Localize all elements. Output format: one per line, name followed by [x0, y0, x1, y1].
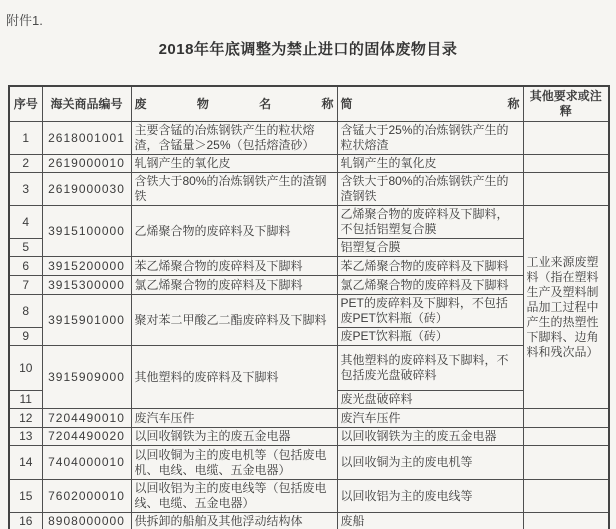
cell-index: 8: [9, 295, 42, 328]
cell-index: 4: [9, 206, 42, 239]
cell-waste-name: 氯乙烯聚合物的废碎料及下脚料: [131, 276, 337, 295]
table-row: [9, 295, 609, 328]
cell-hs-code: 3915909000: [42, 346, 131, 409]
cell-short-name: 废光盘破碎料: [337, 391, 523, 409]
table-row: [9, 276, 609, 295]
cell-note: [523, 173, 609, 206]
cell-index: 1: [9, 122, 42, 155]
waste-catalog-table: [8, 85, 610, 529]
cell-hs-code: 7602000010: [42, 480, 131, 513]
cell-waste-name: 聚对苯二甲酸乙二酯废碎料及下脚料: [131, 295, 337, 346]
cell-note: [523, 513, 609, 529]
header-row: [9, 86, 609, 122]
cell-short-name: 含铁大于80%的冶炼钢铁产生的渣钢铁: [337, 173, 523, 206]
page-title: 2018年年底调整为禁止进口的固体废物目录: [158, 41, 458, 58]
cell-short-name: 废船: [337, 513, 523, 529]
cell-short-name: 以回收铝为主的废电线等: [337, 480, 523, 513]
table-row: [9, 173, 609, 206]
cell-index: 15: [9, 480, 42, 513]
cell-note-industrial-plastic: 工业来源废塑料（指在塑料生产及塑料制品加工过程中产生的热塑性下脚料、边角料和残次品）: [523, 206, 609, 409]
cell-hs-code: 3915300000: [42, 276, 131, 295]
cell-hs-code: 7204490020: [42, 428, 131, 446]
cell-short-name: 废汽车压件: [337, 409, 523, 428]
cell-index: 12: [9, 409, 42, 428]
cell-short-name: 含锰大于25%的冶炼钢铁产生的粒状熔渣: [337, 122, 523, 155]
table-row: [9, 122, 609, 155]
cell-waste-name: 以回收铝为主的废电线等（包括废电线、电缆、五金电器）: [131, 480, 337, 513]
table-row: [9, 409, 609, 428]
cell-hs-code: 3915200000: [42, 257, 131, 276]
table-row: [9, 513, 609, 529]
table-row: [9, 257, 609, 276]
cell-waste-name: 轧钢产生的氧化皮: [131, 155, 337, 173]
cell-index: 2: [9, 155, 42, 173]
cell-short-name: 以回收钢铁为主的废五金电器: [337, 428, 523, 446]
cell-hs-code: 3915100000: [42, 206, 131, 257]
cell-index: 14: [9, 446, 42, 480]
cell-waste-name: 废汽车压件: [131, 409, 337, 428]
cell-note: [523, 428, 609, 446]
cell-short-name: 乙烯聚合物的废碎料及下脚料，不包括铝塑复合膜: [337, 206, 523, 239]
cell-waste-name: 其他塑料的废碎料及下脚料: [131, 346, 337, 409]
cell-index: 11: [9, 391, 42, 409]
cell-waste-name: 含铁大于80%的冶炼钢铁产生的渣钢铁: [131, 173, 337, 206]
cell-waste-name: 以回收铜为主的废电机等（包括废电机、电线、电缆、五金电器）: [131, 446, 337, 480]
table-row: [9, 428, 609, 446]
cell-note: [523, 480, 609, 513]
table-row: [9, 155, 609, 173]
col-header-notes: 其他要求或注释: [523, 86, 609, 122]
attachment-label: 附件1.: [6, 13, 43, 28]
cell-waste-name: 乙烯聚合物的废碎料及下脚料: [131, 206, 337, 257]
cell-short-name: PET的废碎料及下脚料，不包括废PET饮料瓶（砖）: [337, 295, 523, 328]
cell-short-name: 其他塑料的废碎料及下脚料，不包括废光盘破碎料: [337, 346, 523, 391]
cell-index: 5: [9, 239, 42, 257]
cell-index: 3: [9, 173, 42, 206]
cell-note: [523, 409, 609, 428]
table-row: [9, 480, 609, 513]
cell-hs-code: 7204490010: [42, 409, 131, 428]
cell-hs-code: 8908000000: [42, 513, 131, 529]
cell-index: 7: [9, 276, 42, 295]
cell-note: [523, 155, 609, 173]
col-header-short-name: 简 称: [337, 86, 523, 122]
cell-short-name: 铝塑复合膜: [337, 239, 523, 257]
cell-short-name: 废PET饮料瓶（砖）: [337, 328, 523, 346]
cell-short-name: 苯乙烯聚合物的废碎料及下脚料: [337, 257, 523, 276]
cell-note: [523, 446, 609, 480]
table-row: [9, 346, 609, 391]
table-row: [9, 206, 609, 239]
cell-hs-code: 7404000010: [42, 446, 131, 480]
col-header-index: 序号: [9, 86, 42, 122]
cell-index: 9: [9, 328, 42, 346]
cell-index: 13: [9, 428, 42, 446]
cell-index: 10: [9, 346, 42, 391]
cell-note: [523, 122, 609, 155]
cell-hs-code: 2619000030: [42, 173, 131, 206]
cell-index: 16: [9, 513, 42, 529]
cell-waste-name: 主要含锰的冶炼钢铁产生的粒状熔渣，含锰量＞25%（包括熔渣砂）: [131, 122, 337, 155]
cell-short-name: 以回收铜为主的废电机等: [337, 446, 523, 480]
cell-waste-name: 苯乙烯聚合物的废碎料及下脚料: [131, 257, 337, 276]
cell-index: 6: [9, 257, 42, 276]
cell-hs-code: 3915901000: [42, 295, 131, 346]
cell-short-name: 氯乙烯聚合物的废碎料及下脚料: [337, 276, 523, 295]
cell-hs-code: 2618001001: [42, 122, 131, 155]
table-row: [9, 446, 609, 480]
cell-waste-name: 供拆卸的船舶及其他浮动结构体: [131, 513, 337, 529]
cell-hs-code: 2619000010: [42, 155, 131, 173]
col-header-hs-code: 海关商品编号: [42, 86, 131, 122]
col-header-waste-name: 废 物 名 称: [131, 86, 337, 122]
cell-waste-name: 以回收钢铁为主的废五金电器: [131, 428, 337, 446]
cell-short-name: 轧钢产生的氧化皮: [337, 155, 523, 173]
